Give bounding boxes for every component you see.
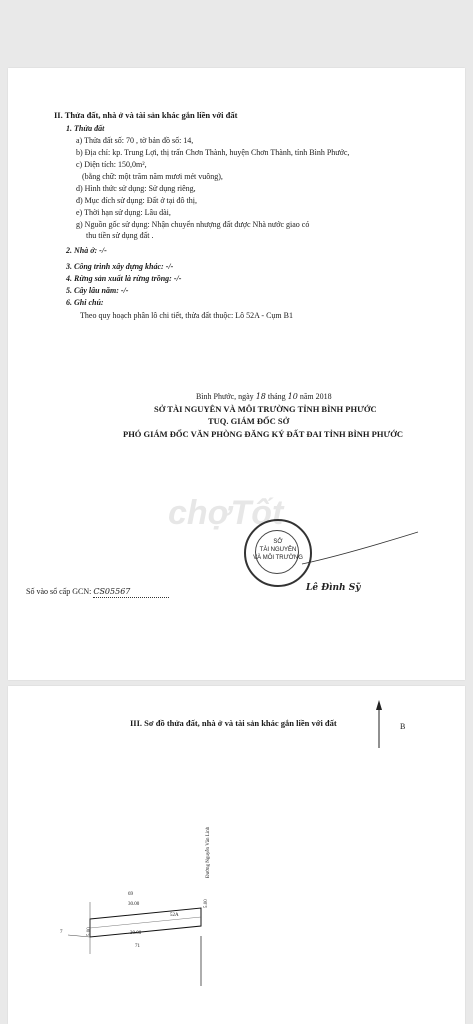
signature-stroke bbox=[300, 528, 420, 568]
parcel-number: a) Thửa đất số: 70 , tờ bản đồ số: 14, bbox=[76, 136, 194, 145]
parcel-heading: 1. Thửa đất bbox=[66, 124, 105, 133]
notes-heading: 6. Ghi chú: bbox=[66, 298, 104, 307]
neighbor-lot-left: 7 bbox=[60, 930, 63, 935]
dim-top: 30.00 bbox=[128, 902, 140, 907]
road-label: Đường Nguyễn Văn Linh bbox=[206, 826, 211, 878]
usage-origin: g) Nguồn gốc sử dụng: Nhận chuyển nhượng đất được Nhà nước giao có bbox=[76, 220, 310, 229]
land-plot-diagram bbox=[8, 686, 465, 1024]
signer-role: PHÓ GIÁM ĐỐC VĂN PHÒNG ĐĂNG KÝ ĐẤT ĐAI TỈNH BÌNH PHƯỚC bbox=[123, 429, 403, 439]
document-page-2 bbox=[8, 686, 465, 1024]
dim-right: 5.00 bbox=[204, 899, 209, 908]
usage-form: d) Hình thức sử dụng: Sử dụng riêng, bbox=[76, 184, 196, 193]
dim-bottom: 30.00 bbox=[130, 931, 142, 936]
parcel-address: b) Địa chỉ: kp. Trung Lợi, thị trấn Chơn Thành, huyện Chơn Thành, tỉnh Bình Phước, bbox=[76, 148, 350, 157]
register-line: Số vào sổ cấp GCN: CS05567 bbox=[26, 587, 169, 598]
parcel-area-words: (bằng chữ: một trăm năm mươi mét vuông), bbox=[82, 172, 223, 181]
usage-purpose: đ) Mục đích sử dụng: Đất ở tại đô thị, bbox=[76, 196, 197, 205]
house-item: 2. Nhà ở: -/- bbox=[66, 246, 107, 255]
document-page-1 bbox=[8, 68, 465, 680]
other-construction-item: 3. Công trình xây dựng khác: -/- bbox=[66, 262, 174, 271]
parcel-area: c) Diện tích: 150,0m², bbox=[76, 160, 147, 169]
signing-date: Bình Phước, ngày 18 tháng 10 năm 2018 bbox=[196, 392, 332, 401]
usage-origin-cont: thu tiền sử dụng đất . bbox=[86, 231, 154, 240]
usage-duration: e) Thời hạn sử dụng: Lâu dài, bbox=[76, 208, 171, 217]
neighbor-lot-bottom: 71 bbox=[135, 944, 140, 949]
section-2-title: II. Thửa đất, nhà ở và tài sản khác gắn liền với đất bbox=[54, 110, 238, 120]
department-name: SỞ TÀI NGUYÊN VÀ MÔI TRƯỜNG TỈNH BÌNH PHƯỚC bbox=[154, 404, 377, 414]
watermark-logo: chợTốt bbox=[168, 494, 284, 532]
official-seal: SỞ TÀI NGUYÊN VÀ MÔI TRƯỜNG bbox=[244, 519, 312, 587]
lot-id: 52A bbox=[170, 913, 179, 918]
forest-item: 4. Rừng sản xuất là rừng trồng: -/- bbox=[66, 274, 182, 283]
north-label: B bbox=[400, 722, 406, 731]
notes-text: Theo quy hoạch phân lô chi tiết, thửa đất thuộc: Lô 52A - Cụm B1 bbox=[80, 311, 293, 320]
neighbor-lot-top: 69 bbox=[128, 892, 133, 897]
perennial-tree-item: 5. Cây lâu năm: -/- bbox=[66, 286, 129, 295]
section-3-title: III. Sơ đồ thửa đất, nhà ở và tài sản khác gắn liền với đất bbox=[130, 718, 337, 728]
signer-name: Lê Đình Sỹ bbox=[306, 583, 361, 593]
authority-line: TUQ. GIÁM ĐỐC SỞ bbox=[208, 416, 290, 426]
dim-left: 5.00 bbox=[87, 927, 92, 936]
